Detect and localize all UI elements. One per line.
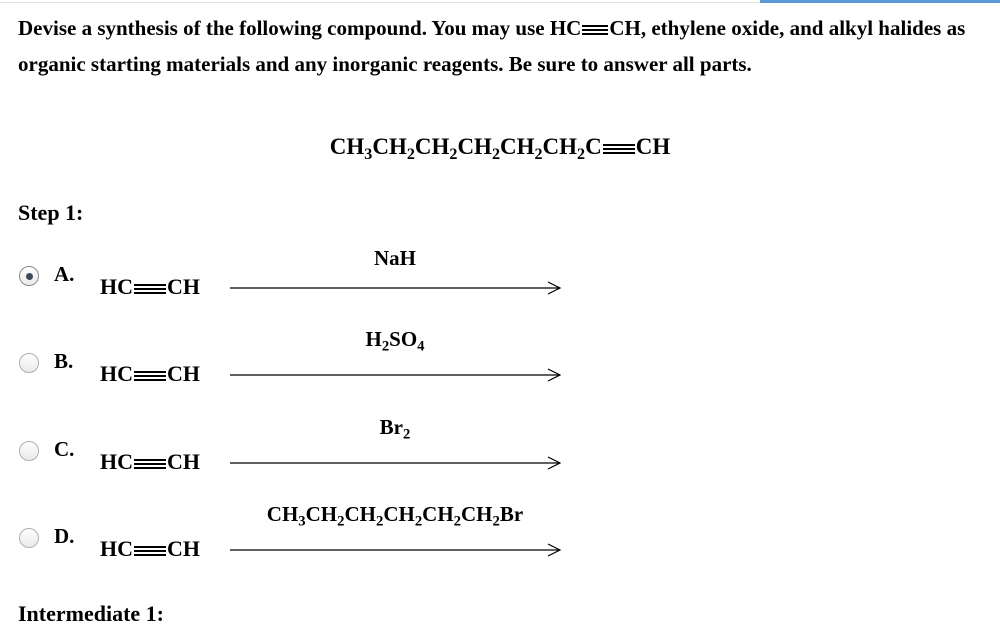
reagent-text: CH <box>383 502 415 526</box>
reagent-text: CH <box>422 502 454 526</box>
target-group: CH <box>329 134 365 159</box>
option-d[interactable] <box>0 502 600 592</box>
target-group: C <box>585 134 602 159</box>
triple-bond-icon <box>134 545 166 557</box>
reagent-subscript: 2 <box>337 513 345 530</box>
reagent-text: SO <box>389 327 418 351</box>
option-a[interactable] <box>0 240 600 330</box>
reaction-arrow-icon <box>230 456 562 470</box>
option-c-reagent <box>230 415 560 443</box>
triple-bond-icon <box>134 458 166 470</box>
option-a-reactant <box>100 274 200 300</box>
reactant-left: HC <box>100 449 133 474</box>
option-d-reactant <box>100 536 200 562</box>
accent-bar <box>760 0 1000 3</box>
target-subscript: 3 <box>364 145 373 163</box>
option-b[interactable] <box>0 327 600 417</box>
target-compound <box>0 134 1000 163</box>
target-group: CH <box>499 134 535 159</box>
target-subscript: 2 <box>449 145 458 163</box>
target-group: CH <box>635 134 671 159</box>
reagent-subscript: 2 <box>492 513 500 530</box>
question-part-1: Devise a synthesis of the following compound. You may use HC <box>18 16 582 40</box>
reagent-subscript: 2 <box>402 426 411 443</box>
target-subscript: 2 <box>491 145 500 163</box>
reagent-subscript: 2 <box>375 513 384 530</box>
reaction-arrow-icon <box>230 281 562 295</box>
reactant-right: CH <box>167 536 200 561</box>
reactant-right: CH <box>167 274 200 299</box>
option-d-radio[interactable] <box>19 528 39 548</box>
reactant-left: HC <box>100 274 133 299</box>
target-group: CH <box>542 134 578 159</box>
reagent-subscript: 2 <box>453 513 462 530</box>
option-d-letter: D. <box>54 524 75 548</box>
reactant-right: CH <box>167 361 200 386</box>
option-a-reagent <box>230 246 560 271</box>
reagent-text: CH <box>344 502 376 526</box>
reagent-text: H <box>365 327 382 351</box>
target-subscript: 2 <box>406 145 415 163</box>
reagent-subscript: 3 <box>298 513 306 530</box>
reagent-text: CH <box>266 502 299 526</box>
triple-bond-icon <box>603 143 635 155</box>
option-c-radio[interactable] <box>19 441 39 461</box>
reagent-text: CH <box>461 502 493 526</box>
intermediate-label: Intermediate 1: <box>18 601 165 626</box>
option-c[interactable] <box>0 415 600 505</box>
reagent-subscript: 2 <box>381 338 390 355</box>
target-group: CH <box>414 134 450 159</box>
option-c-reactant <box>100 449 200 475</box>
option-c-letter: C. <box>54 437 75 461</box>
option-b-radio[interactable] <box>19 353 39 373</box>
reagent-text: Br <box>499 502 524 526</box>
option-a-letter: A. <box>54 262 75 286</box>
option-a-radio[interactable] <box>19 266 39 286</box>
question-part-2: CH, ethylene oxide, and alkyl halides as organic starting materials and any inorganic reagents. Be sure to answer all parts. <box>18 16 966 76</box>
reactant-left: HC <box>100 536 133 561</box>
reaction-arrow-icon <box>230 368 562 382</box>
target-subscript: 2 <box>577 145 586 163</box>
option-b-letter: B. <box>54 349 74 373</box>
step-label: Step 1: <box>18 200 84 225</box>
triple-bond-icon <box>134 283 166 295</box>
reactant-left: HC <box>100 361 133 386</box>
reagent-text: CH <box>305 502 338 526</box>
target-group: CH <box>372 134 407 159</box>
reactant-right: CH <box>167 449 200 474</box>
target-subscript: 2 <box>534 145 543 163</box>
option-b-reagent <box>230 327 560 355</box>
reaction-arrow-icon <box>230 543 562 557</box>
triple-bond-icon <box>582 24 608 36</box>
question-text <box>18 10 993 82</box>
option-d-reagent <box>215 502 575 530</box>
target-group: CH <box>457 134 492 159</box>
reagent-subscript: 4 <box>417 338 425 355</box>
option-b-reactant <box>100 361 200 387</box>
reagent-text: NaH <box>374 246 416 270</box>
reagent-text: Br <box>379 415 403 439</box>
reagent-subscript: 2 <box>414 513 423 530</box>
triple-bond-icon <box>134 370 166 382</box>
